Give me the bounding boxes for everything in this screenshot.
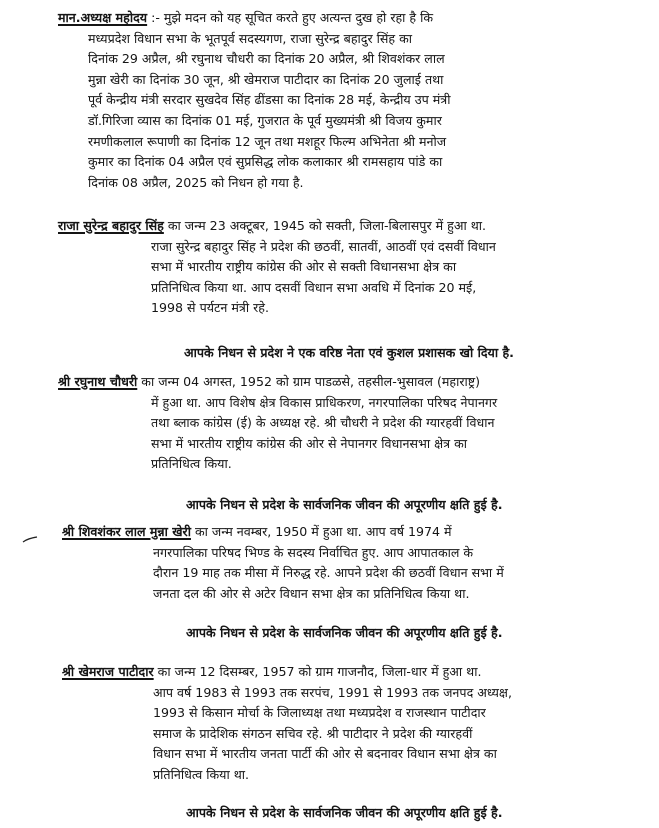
shivshankar-paragraph [62, 522, 606, 604]
raghunath-paragraph [58, 372, 606, 475]
raghunath-line: प्रतिनिधित्व किया. [151, 456, 232, 472]
intro-first-line-text: मुझे मदन को यह सूचित करते हुए अत्यन्त दुख हो रहा है कि [163, 10, 434, 25]
pen-mark-icon [22, 536, 38, 544]
speaker-separator: :- [147, 10, 164, 25]
intro-line: कुमार का दिनांक 04 अप्रैल एवं सुप्रसिद्ध लोक कलाकार श्री रामसहाय पांडे का [88, 154, 443, 170]
raja-line: प्रतिनिधित्व किया था. आप दसवीं विधान सभा अवधि में दिनांक 20 मई, [151, 279, 477, 295]
raghunath-line: में हुआ था. आप विशेष क्षेत्र विकास प्राधिकरण, नगरपालिका परिषद नेपानगर [151, 394, 498, 410]
khemraj-tribute: आपके निधन से प्रदेश के सार्वजनिक जीवन की अपूरणीय क्षति हुई है. [186, 805, 503, 820]
shivshankar-line: नगरपालिका परिषद भिण्ड के सदस्य निर्वाचित हुए. आप आपातकाल के [153, 544, 474, 560]
shivshankar-name: श्री शिवशंकर लाल मुन्ना खेरी [62, 524, 191, 539]
khemraj-paragraph [62, 662, 606, 786]
intro-paragraph [58, 8, 606, 193]
shivshankar-line [62, 522, 606, 543]
intro-line: मध्यप्रदेश विधान सभा के भूतपूर्व सदस्यगण, राजा सुरेन्द्र बहादुर सिंह का [88, 30, 413, 46]
raja-first-line-text: का जन्म 23 अक्टूबर, 1945 को सक्ती, जिला-बिलासपुर में हुआ था. [163, 218, 487, 233]
khemraj-line: प्रतिनिधित्व किया था. [153, 766, 250, 782]
intro-line: पूर्व केन्द्रीय मंत्री सरदार सुखदेव सिंह ढींडसा का दिनांक 28 मई, केन्द्रीय उप मंत्री [88, 92, 451, 108]
raghunath-line: तथा ब्लाक कांग्रेस (ई) के अध्यक्ष रहे. श्री चौधरी ने प्रदेश की ग्यारहवीं विधान [151, 415, 495, 431]
intro-line: रमणीकलाल रूपाणी का दिनांक 12 जून तथा मशहूर फिल्म अभिनेता श्री मनोज [88, 133, 447, 149]
intro-line: डॉ.गिरिजा व्यास का दिनांक 01 मई, गुजरात के पूर्व मुख्यमंत्री श्री विजय कुमार [88, 112, 442, 128]
shivshankar-tribute: आपके निधन से प्रदेश के सार्वजनिक जीवन की अपूरणीय क्षति हुई है. [186, 625, 503, 640]
khemraj-name: श्री खेमराज पाटीदार [62, 664, 154, 679]
raja-name: राजा सुरेन्द्र बहादुर सिंह [58, 218, 164, 233]
raghunath-line [58, 372, 606, 393]
khemraj-line: विधान सभा में भारतीय जनता पार्टी की ओर से बदनावर विधान सभा क्षेत्र का [153, 746, 497, 762]
raja-line: राजा सुरेन्द्र बहादुर सिंह ने प्रदेश की छठवीं, सातवीं, आठवीं एवं दसवीं विधान [151, 238, 496, 254]
raja-line [58, 216, 606, 237]
khemraj-line: आप वर्ष 1983 से 1993 तक सरपंच, 1991 से 1993 तक जनपद अध्यक्ष, [153, 684, 512, 700]
shivshankar-line: जनता दल की ओर से अटेर विधान सभा क्षेत्र का प्रतिनिधित्व किया था. [153, 585, 470, 601]
shivshankar-line: दौरान 19 माह तक मीसा में निरुद्ध रहे. आपने प्रदेश की छठवीं विधान सभा में [153, 565, 504, 581]
khemraj-line [62, 662, 606, 683]
raghunath-first-line-text: का जन्म 04 अगस्त, 1952 को ग्राम पाडळसे, तहसील-भुसावल (महाराष्ट्र) [137, 374, 481, 389]
intro-line [58, 8, 606, 29]
intro-line: मुन्ना खेरी का दिनांक 30 जून, श्री खेमराज पाटीदार का दिनांक 20 जुलाई तथा [88, 71, 444, 87]
intro-line: दिनांक 08 अप्रैल, 2025 को निधन हो गया है. [88, 174, 304, 190]
khemraj-first-line-text: का जन्म 12 दिसम्बर, 1957 को ग्राम गाजनौद, जिला-धार में हुआ था. [153, 664, 482, 679]
raja-paragraph [58, 216, 606, 319]
raja-line: 1998 से पर्यटन मंत्री रहे. [151, 300, 269, 316]
raghunath-tribute: आपके निधन से प्रदेश के सार्वजनिक जीवन की अपूरणीय क्षति हुई है. [186, 497, 503, 512]
raghunath-name: श्री रघुनाथ चौधरी [58, 374, 138, 389]
khemraj-line: समाज के प्रादेशिक संगठन सचिव रहे. श्री पाटीदार ने प्रदेश की ग्यारहवीं [153, 725, 473, 741]
speaker-label: मान.अध्यक्ष महोदय [58, 10, 148, 25]
khemraj-line: 1993 से किसान मोर्चा के जिलाध्यक्ष तथा मध्यप्रदेश व राजस्थान पाटीदार [153, 705, 486, 721]
raja-tribute: आपके निधन से प्रदेश ने एक वरिष्ठ नेता एवं कुशल प्रशासक खो दिया है. [184, 345, 514, 360]
raghunath-line: सभा में भारतीय राष्ट्रीय कांग्रेस की ओर से नेपानगर विधानसभा क्षेत्र का [151, 435, 468, 451]
shivshankar-first-line-text: का जन्म नवम्बर, 1950 में हुआ था. आप वर्ष 1974 में [190, 524, 452, 539]
raja-line: सभा में भारतीय राष्ट्रीय कांग्रेस की ओर से सक्ती विधानसभा क्षेत्र का [151, 259, 457, 275]
intro-line: दिनांक 29 अप्रैल, श्री रघुनाथ चौधरी का दिनांक 20 अप्रैल, श्री शिवशंकर लाल [88, 51, 445, 67]
